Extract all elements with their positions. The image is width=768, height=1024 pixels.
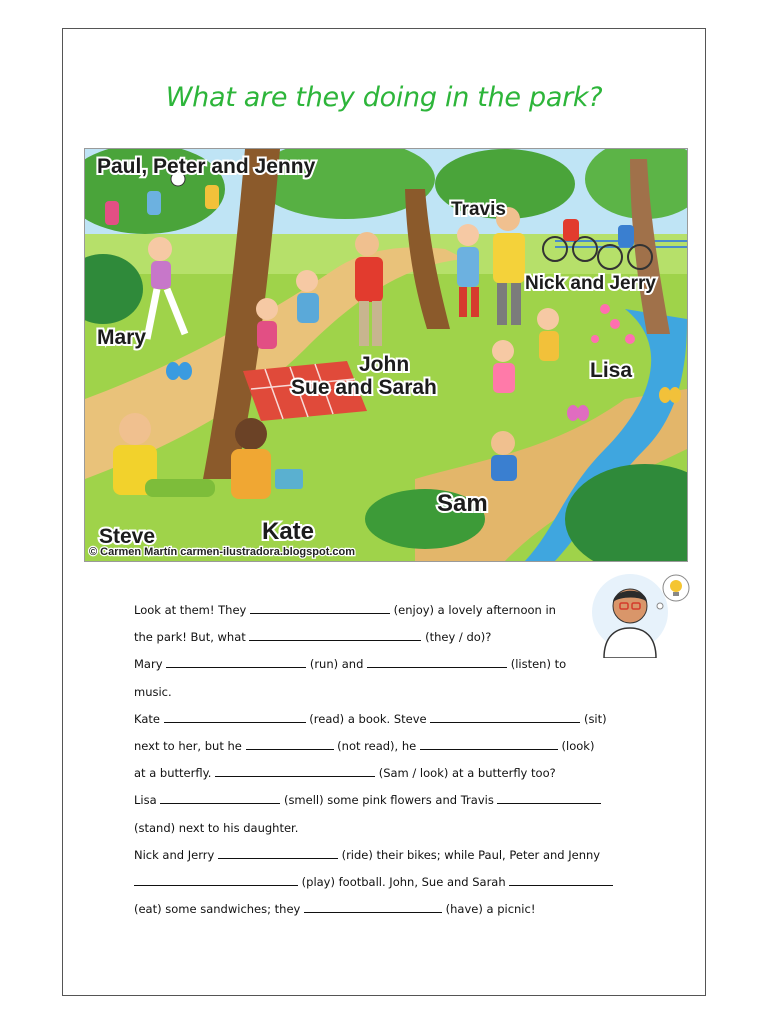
answer-blank[interactable] bbox=[166, 653, 306, 668]
label-sam: Sam bbox=[437, 490, 488, 517]
person-lisa bbox=[537, 308, 559, 361]
exercise-text: (play) football. John, Sue and Sarah bbox=[301, 874, 506, 889]
person-sarah bbox=[296, 270, 319, 323]
lightbulb-icon bbox=[670, 580, 682, 592]
answer-blank[interactable] bbox=[160, 789, 280, 804]
thought-bubble-dot bbox=[657, 603, 663, 609]
answer-blank[interactable] bbox=[497, 789, 601, 804]
label-mary: Mary bbox=[97, 326, 147, 349]
answer-blank[interactable] bbox=[420, 735, 558, 750]
label-paul-peter-jenny: Paul, Peter and Jenny bbox=[97, 155, 316, 178]
exercise-line bbox=[134, 842, 644, 869]
exercise-line bbox=[134, 679, 644, 706]
exercise-line bbox=[134, 787, 644, 814]
label-steve: Steve bbox=[99, 525, 156, 548]
answer-blank[interactable] bbox=[164, 708, 306, 723]
exercise-text: the park! But, what bbox=[134, 630, 246, 645]
exercise-text: Lisa bbox=[134, 793, 157, 808]
exercise-line bbox=[134, 706, 644, 733]
exercise-text: music. bbox=[134, 684, 172, 699]
exercise-text: (stand) next to his daughter. bbox=[134, 820, 299, 835]
answer-blank[interactable] bbox=[215, 762, 375, 777]
exercise-text: Look at them! They bbox=[134, 603, 247, 617]
answer-blank[interactable] bbox=[430, 708, 580, 723]
exercise-text: (smell) some pink flowers and Travis bbox=[283, 793, 494, 808]
park-illustration bbox=[84, 148, 688, 562]
person-sue bbox=[256, 298, 278, 349]
exercise-text: (have) a picnic! bbox=[445, 902, 536, 917]
label-travis: Travis bbox=[451, 199, 506, 220]
exercise-line bbox=[134, 760, 644, 787]
exercise-text: next to her, but he bbox=[134, 738, 242, 753]
answer-blank[interactable] bbox=[218, 844, 338, 859]
exercise-text: (look) bbox=[561, 738, 595, 753]
exercise-text: (listen) to bbox=[510, 657, 567, 672]
exercise-text: (eat) some sandwiches; they bbox=[134, 902, 301, 917]
illustration-credit: © Carmen Martín carmen-ilustradora.blogspot.com bbox=[89, 546, 356, 558]
answer-blank[interactable] bbox=[304, 898, 442, 913]
exercise-text: (sit) bbox=[583, 711, 607, 726]
exercise-text: (Sam / look) at a butterfly too? bbox=[378, 766, 556, 781]
exercise-text: (run) and bbox=[309, 657, 364, 672]
answer-blank[interactable] bbox=[249, 626, 421, 641]
exercise-line bbox=[134, 597, 644, 624]
exercise-text: Mary bbox=[134, 657, 163, 672]
exercise-text: at a butterfly. bbox=[134, 766, 212, 781]
exercise-text: (not read), he bbox=[337, 738, 417, 753]
exercise-line bbox=[134, 651, 644, 678]
label-lisa: Lisa bbox=[590, 359, 633, 382]
answer-blank[interactable] bbox=[367, 653, 507, 668]
answer-blank[interactable] bbox=[509, 871, 613, 886]
label-nick-jerry: Nick and Jerry bbox=[525, 273, 656, 294]
label-sue-sarah: Sue and Sarah bbox=[291, 376, 437, 399]
answer-blank[interactable] bbox=[246, 735, 334, 750]
worksheet-title: What are they doing in the park? bbox=[165, 82, 603, 113]
person-picnic-girl bbox=[492, 340, 515, 393]
exercise-text: Nick and Jerry bbox=[134, 847, 215, 862]
exercise-text: (enjoy) a lovely afternoon in bbox=[393, 603, 556, 617]
exercise-line bbox=[134, 815, 644, 842]
answer-blank[interactable] bbox=[134, 871, 298, 886]
exercise-text: (ride) their bikes; while Paul, Peter and Jenny bbox=[341, 847, 601, 862]
fill-in-exercise bbox=[134, 597, 644, 923]
person-sam bbox=[491, 431, 517, 481]
label-kate: Kate bbox=[262, 518, 315, 545]
exercise-text: (they / do)? bbox=[425, 630, 492, 645]
lightbulb-base bbox=[673, 592, 679, 596]
answer-blank[interactable] bbox=[250, 599, 390, 614]
exercise-text: (read) a book. Steve bbox=[309, 711, 427, 726]
label-john: John bbox=[359, 353, 410, 376]
exercise-line bbox=[134, 896, 644, 923]
exercise-text: Kate bbox=[134, 711, 160, 726]
exercise-line bbox=[134, 733, 644, 760]
exercise-line bbox=[134, 624, 644, 651]
exercise-line bbox=[134, 869, 644, 896]
